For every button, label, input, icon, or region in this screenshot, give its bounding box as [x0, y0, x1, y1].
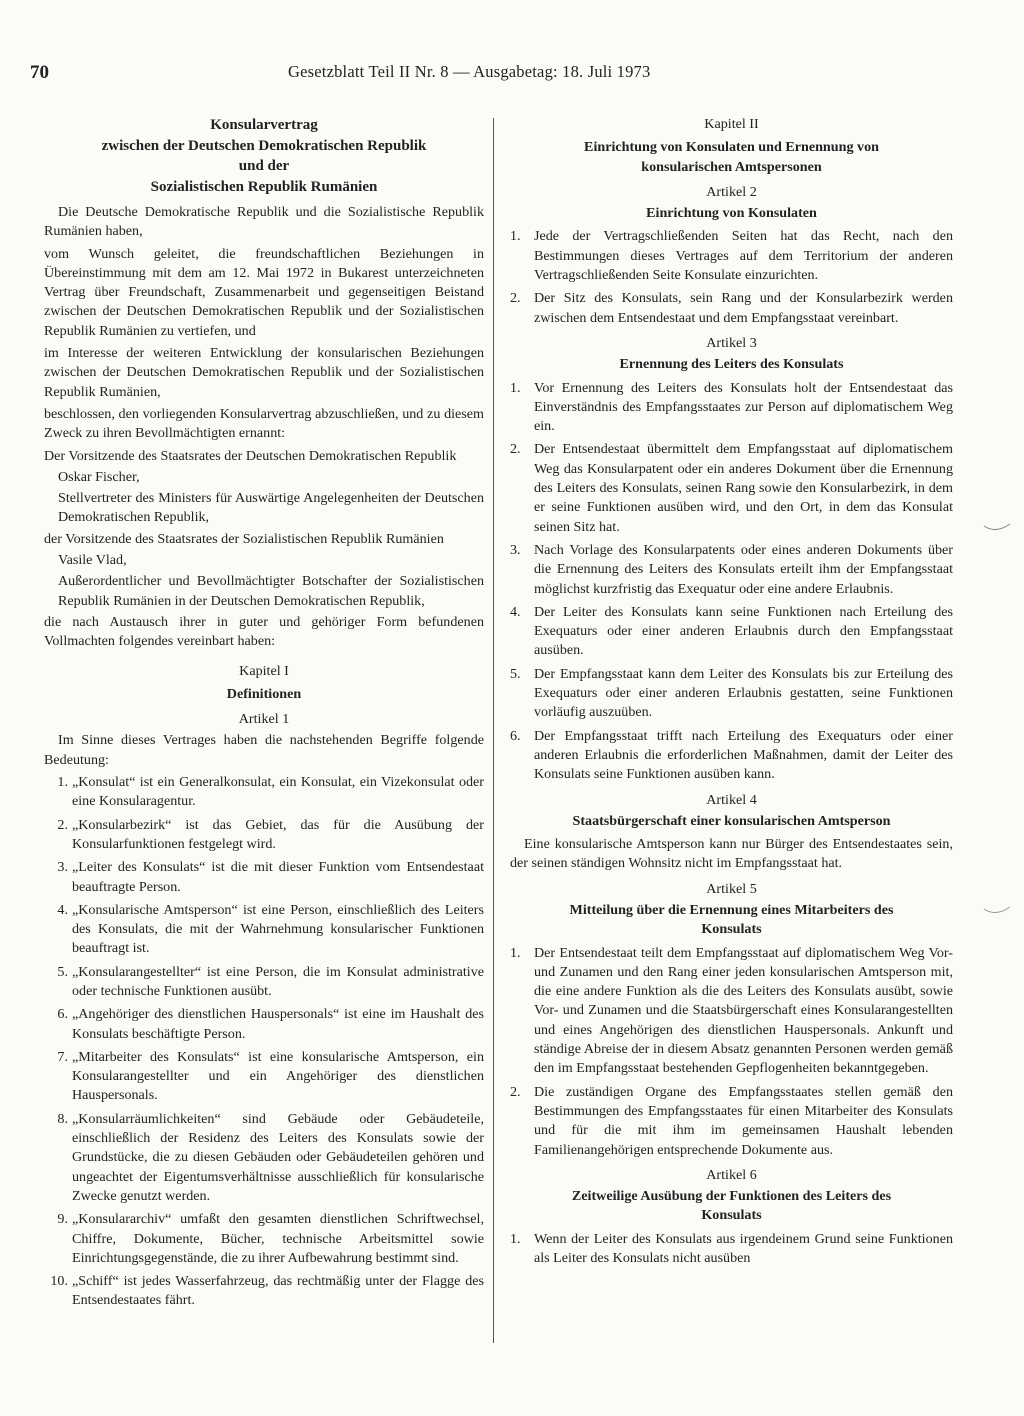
article-item: 2. Die zuständigen Organe des Empfangsstaates stellen gemäß den Bestimmungen des Empfangsstaates für einen Mitarbeiter des Konsulats und für die mit ihm im gemeinsamen Haushalt lebenden Familienangehörigen entsprechende Dokumente aus.	[510, 1083, 953, 1158]
plenipotentiary-role: der Vorsitzende des Staatsrates der Sozialistischen Republik Rumänien	[44, 530, 444, 547]
plenipotentiary-title: Stellvertreter des Ministers für Auswärtige Angelegenheiten der Deutschen Demokratischen Republik,	[58, 490, 484, 526]
article-title: Einrichtung von Konsulaten	[646, 205, 817, 222]
definition-item: 10. „Schiff“ ist jedes Wasserfahrzeug, das rechtmäßig unter der Flagge des Entsendestaates fährt.	[50, 1273, 484, 1309]
article-label: Artikel 4	[706, 791, 757, 808]
definition-item: 4. „Konsularische Amtsperson“ ist eine Person, einschließlich des Leiters des Konsulats, die mit der Wahrnehmung konsularischer Funktionen beauftragt ist.	[57, 901, 484, 957]
chapter-title: Definitionen	[226, 685, 302, 702]
article-label: Artikel 2	[706, 183, 757, 200]
article-label: Artikel 5	[706, 880, 757, 897]
article-item: 6. Der Empfangsstaat trifft nach Erteilung des Exequaturs oder einer anderen Erlaubnis die erforderlichen Maßnahmen, damit der Leiter des Konsulats seine Funktionen ausüben kann.	[510, 727, 953, 783]
margin-mark-icon	[982, 522, 1012, 536]
article-item: 2. Der Sitz des Konsulats, sein Rang und der Konsularbezirk werden zwischen dem Entsendestaat und dem Empfangsstaat vereinbart.	[510, 290, 953, 326]
definition-item: 5. „Konsularangestellter“ ist eine Person, die im Konsulat administrative oder technische Funktionen ausübt.	[57, 963, 484, 999]
preamble-paragraph: im Interesse der weiteren Entwicklung der konsularischen Beziehungen zwischen der Deutschen Demokratischen Republik und der Sozialistischen Republik Rumänien,	[44, 345, 484, 400]
plenipotentiary-name: Oskar Fischer,	[58, 468, 140, 485]
definition-list	[44, 773, 484, 1311]
definition-item: 7. „Mitarbeiter des Konsulats“ ist eine konsularische Amtsperson, ein Konsularangestellter und ein Angehöriger des dienstlichen Hauspersonals.	[57, 1048, 484, 1104]
treaty-title: Konsularvertrag zwischen der Deutschen Demokratischen Republik und der Sozialistischen Republik Rumänien	[101, 117, 427, 195]
article-item: 5. Der Empfangsstaat kann dem Leiter des Konsulats bis zur Erteilung des Exequaturs oder einer anderen Erlaubnis gestatten, seine Funktionen vorläufig auszuüben.	[510, 665, 953, 721]
article-item: 1. Wenn der Leiter des Konsulats aus irgendeinem Grund seine Funktionen als Leiter des Konsulats nicht ausüben	[510, 1230, 953, 1267]
right-column	[510, 115, 953, 1272]
preamble-paragraph: Die Deutsche Demokratische Republik und die Sozialistische Republik Rumänien haben,	[44, 204, 484, 240]
definition-item: 2. „Konsularbezirk“ ist das Gebiet, das für die Ausübung der Konsularfunktionen festgelegt wird.	[57, 816, 484, 852]
preamble-closing: die nach Austausch ihrer in guter und gehöriger Form befundenen Vollmachten folgendes vereinbart haben:	[44, 613, 484, 650]
article-text: Eine konsularische Amtsperson kann nur Bürger des Entsendestaates sein, der seinen ständigen Wohnsitz nicht im Empfangsstaat hat.	[510, 836, 953, 872]
article-label: Artikel 3	[706, 334, 757, 351]
article-label: Artikel 6	[706, 1166, 757, 1183]
chapter-label: Kapitel I	[239, 662, 289, 679]
article-item: 1. Der Entsendestaat teilt dem Empfangsstaat auf diplomatischem Weg Vor- und Zunamen und den Rang einer jeden konsularischen Amtsperson mit, die eine andere Funktion als die des Leiters des Konsulats ausübt, sowie Vor- und Zunamen und die Staatsbürgerschaft eines Konsularangestellten und eines Angehörigen des dienstlichen Hauspersonals. Ankunft und ständige Abreise der in diesem Absatz genannten Personen werden gemäß den im Empfangsstaat bestehenden Gepflogenheiten bekanntgegeben.	[510, 944, 953, 1077]
left-column	[44, 115, 484, 1315]
page-header	[30, 62, 960, 88]
definition-item: 9. „Konsulararchiv“ umfaßt den gesamten dienstlichen Schriftwechsel, Chiffre, Dokumente, Bücher, technische Arbeitsmittel sowie Einrichtungsgegenstände, die zu ihrer Aufbewahrung bestimmt sind.	[57, 1211, 484, 1266]
article-item: 1. Jede der Vertragschließenden Seiten hat das Recht, nach den Bestimmungen dieses Vertrages auf dem Territorium der anderen Vertragschließenden Seite Konsulate einzurichten.	[510, 228, 953, 284]
definition-item: 6. „Angehöriger des dienstlichen Hauspersonals“ ist eine im Haushalt des Konsulats beschäftigte Person.	[57, 1006, 484, 1042]
chapter-title: Einrichtung von Konsulaten und Ernennung von konsularischen Amtspersonen	[584, 139, 879, 175]
gazette-title: Gesetzblatt Teil II Nr. 8 — Ausgabetag: 18. Juli 1973	[288, 62, 651, 81]
page-number: 70	[30, 62, 49, 83]
article-item: 2. Der Entsendestaat übermittelt dem Empfangsstaat auf diplomatischem Weg das Konsularpatent oder ein anderes Dokument über die Ernennung des Leiters des Konsulats, seinen Rang sowie den Konsularbezirk, in dem er seine Funktionen ausüben wird, und den Ort, in dem das Konsulat seinen Sitz hat.	[510, 441, 953, 535]
article-item: 3. Nach Vorlage des Konsularpatents oder eines anderen Dokuments über die Ernennung des Leiters des Konsulats erteilt ihm der Empfangsstaat möglichst kurzfristig das Exequatur oder eine andere Erlaubnis.	[510, 541, 953, 597]
preamble-paragraph: beschlossen, den vorliegenden Konsularvertrag abzuschließen, und zu diesem Zweck zu ihren Bevollmächtigten ernannt:	[44, 405, 484, 442]
preamble-paragraph: vom Wunsch geleitet, die freundschaftlichen Beziehungen in Übereinstimmung mit dem am 12. Mai 1972 in Bukarest unterzeichneten Vertrag über Freundschaft, Zusammenarbeit und gegenseitigen Beistand zwischen der Deutschen Demokratischen Republik und der Sozialistischen Republik Rumänien zu vertiefen, und	[44, 245, 484, 339]
article-intro: Im Sinne dieses Vertrages haben die nachstehenden Begriffe folgende Bedeutung:	[44, 732, 484, 768]
plenipotentiary-title: Außerordentlicher und Bevollmächtigter Botschafter der Sozialistischen Republik Rumänien in der Deutschen Demokratischen Republik,	[58, 573, 484, 609]
article-title: Ernennung des Leiters des Konsulats	[619, 356, 844, 373]
definition-item: 8. „Konsularräumlichkeiten“ sind Gebäude oder Gebäudeteile, einschließlich der Residenz des Leiters des Konsulats sowie der Grundstücke, die zu diesen Gebäuden oder Gebäudeteilen gehören und ungeachtet der Eigentumsverhältnisse ausschließlich für konsularische Zwecke genutzt werden.	[57, 1110, 484, 1204]
margin-mark-icon	[982, 905, 1012, 919]
plenipotentiary-role: Der Vorsitzende des Staatsrates der Deutschen Demokratischen Republik	[44, 447, 457, 464]
article-label: Artikel 1	[238, 711, 290, 728]
column-divider	[493, 118, 494, 1343]
chapter-label: Kapitel II	[704, 116, 759, 132]
definition-item: 3. „Leiter des Konsulats“ ist die mit dieser Funktion vom Entsendestaat beauftragte Person.	[57, 859, 484, 895]
article-item: 4. Der Leiter des Konsulats kann seine Funktionen nach Erteilung des Exequaturs oder einer anderen Erlaubnis durch den Empfangsstaat ausüben.	[510, 603, 953, 659]
definition-item: 1. „Konsulat“ ist ein Generalkonsulat, ein Konsulat, ein Vizekonsulat oder eine Konsularagentur.	[57, 774, 484, 810]
article-title: Staatsbürgerschaft einer konsularischen Amtsperson	[572, 812, 891, 829]
article-item: 1. Vor Ernennung des Leiters des Konsulats holt der Entsendestaat das Einverständnis des Empfangsstaates zur Person auf diplomatischem Weg ein.	[510, 379, 953, 435]
article-title: Zeitweilige Ausübung der Funktionen des Leiters des Konsulats	[571, 1188, 892, 1224]
article-title: Mitteilung über die Ernennung eines Mitarbeiters des Konsulats	[569, 901, 894, 938]
plenipotentiary-name: Vasile Vlad,	[58, 552, 127, 569]
